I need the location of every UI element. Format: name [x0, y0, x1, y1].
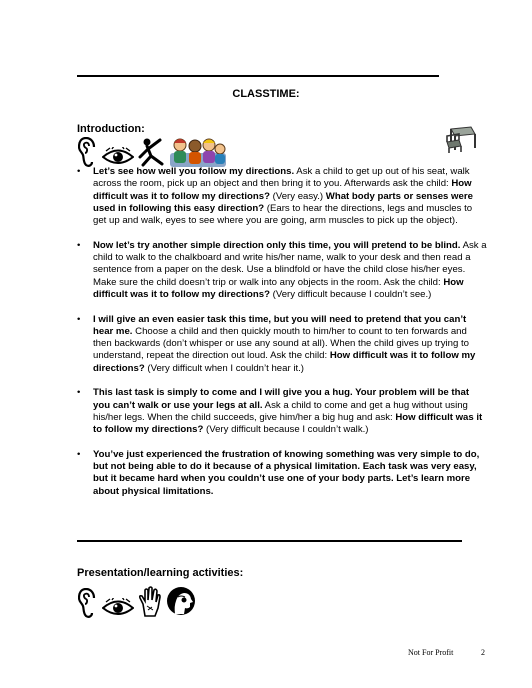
bold-text: Let’s see how well you follow my directions. — [93, 166, 295, 177]
bold-text: This last task is simply to come and I will give you a hug. Your problem will be that you can’t walk or use your legs at all. — [93, 387, 470, 411]
head-profile-icon — [166, 586, 196, 618]
list-item — [77, 314, 487, 375]
bold-text: How difficult was it to follow my directions? — [93, 178, 472, 202]
introduction-icons — [78, 135, 226, 167]
bullet-marker: • — [77, 448, 81, 460]
bullet-marker: • — [77, 239, 81, 251]
body-text: (Ears to hear the directions, legs and muscles to get up and walk, eyes to see where you are going, arm muscles to pick up the object). — [93, 202, 473, 227]
bold-text: How difficult was it to follow my directions? — [93, 411, 483, 436]
bold-text: Now let’s try another simple direction only this time, you will pretend to be blind. — [93, 239, 461, 251]
eye-icon — [102, 147, 134, 167]
instruction-list — [77, 166, 487, 510]
body-text: (Very difficult when I couldn’t hear it.) — [144, 362, 304, 374]
school-desk-icon — [445, 126, 479, 154]
footer-page-number: 2 — [481, 648, 485, 657]
body-text: Ask a child to get up out of his seat, walk across the room, pick up an object and then bring it to you. Afterwards ask the child: — [93, 166, 470, 190]
bullet-marker: • — [77, 313, 81, 325]
page-title: CLASSTIME: — [232, 88, 300, 100]
list-item — [77, 166, 487, 227]
children-group-icon — [170, 135, 226, 167]
body-text: (Very difficult because I couldn’t see.) — [269, 288, 432, 300]
section-divider — [77, 540, 462, 542]
list-item — [77, 449, 487, 498]
ear-icon — [78, 137, 98, 167]
introduction-heading: Introduction: — [77, 123, 145, 135]
body-text: Ask a child to come and get a hug without using his/her legs. When the child succeeds, give him/her a big hug and ask: — [93, 399, 468, 423]
body-text: (Very easy.) — [269, 190, 326, 202]
list-item — [77, 240, 487, 301]
bold-text: How difficult was it to follow my directions? — [93, 350, 476, 374]
bold-text: What body parts or senses were used in following this easy direction? — [93, 190, 473, 214]
body-text: Ask a child to walk to the chalkboard and write his/her name, walk to your desk and then read a sentence from a paper on the desk. Use a blindfold or have the child close his/her eyes. Make sure the child doesn’t trip or walk into any objects in the room. Ask the child: — [93, 239, 487, 288]
body-text: Choose a child and then quickly mouth to him/her to count to ten forwards and then backwards (don’t whisper or use any sound at all). When the child gives up trying to understand, repeat the direction out loud. Ask the child: — [93, 325, 469, 362]
bold-text: I will give an even easier task this time, but you will need to pretend that you can’t hear me. — [93, 313, 467, 337]
top-divider — [77, 75, 439, 77]
footer-not-for-profit: Not For Profit — [408, 648, 454, 657]
body-text: (Very difficult because I couldn’t walk.) — [203, 424, 369, 436]
list-item — [77, 387, 487, 436]
presentation-icons — [78, 586, 196, 618]
hand-icon — [138, 586, 162, 618]
ear-icon — [78, 588, 98, 618]
stretching-figure-icon — [138, 137, 166, 167]
bullet-marker: • — [77, 166, 81, 177]
presentation-heading: Presentation/learning activities: — [77, 567, 244, 579]
bullet-marker: • — [77, 387, 81, 399]
bold-text: How difficult was it to follow my directions? — [93, 276, 464, 300]
bold-text: You’ve just experienced the frustration of knowing something was very simple to do, but not being able to do it because of a physical limitation. Each task was very easy, but it became hard when you couldn’t use one of your body parts. Let’s learn more about physical limitations. — [93, 448, 480, 497]
eye-icon — [102, 598, 134, 618]
